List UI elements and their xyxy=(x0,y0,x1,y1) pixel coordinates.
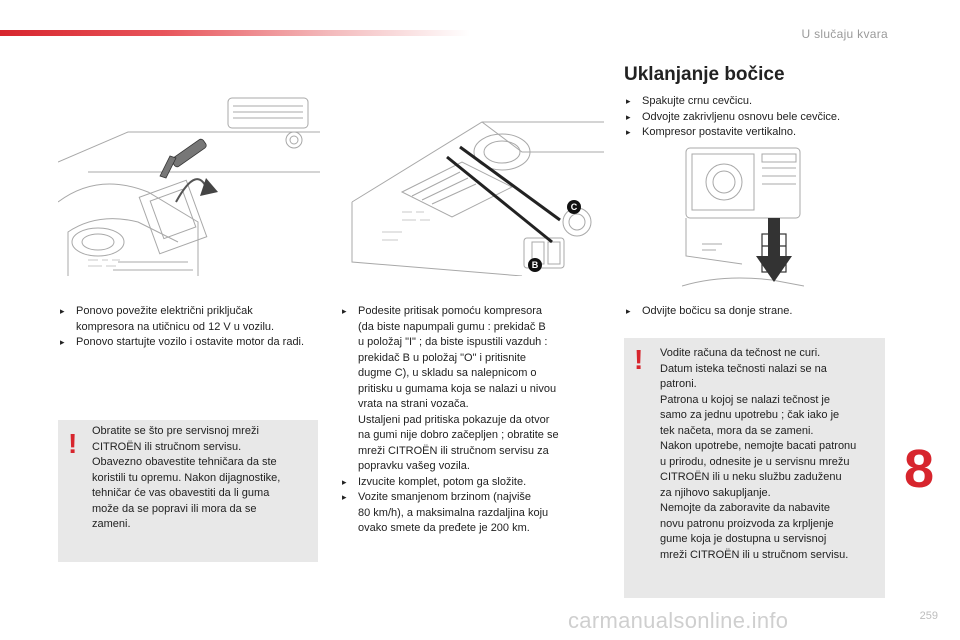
middle-bullet-3: ▸ Vozite smanjenom brzinom (najviše 80 km/h), a maksimalna razdaljina koju ovako smete da pređete je 200 km. xyxy=(342,491,549,534)
right-bullet-3: ▸ Kompresor postavite vertikalno. xyxy=(626,125,896,141)
left-warning-box xyxy=(58,420,318,562)
right-top-bullets xyxy=(626,94,896,141)
bottle-removal-drawing xyxy=(682,146,804,294)
bullet-arrow-icon: ▸ xyxy=(626,96,631,106)
chapter-color-bar xyxy=(0,30,470,36)
callout-b: B xyxy=(528,258,542,272)
left-warning-text: Obratite se što pre servisnoj mreži CITROËN ili stručnom servisu. Obavezno obavestite tehničara da ste koristili tu opremu. Nakon dijagnostike, tehničar će vas obavestiti da li guma može da se popravi ili mora da se zameni. xyxy=(92,425,281,530)
compressor-plug-illustration xyxy=(58,92,320,276)
middle-bullets xyxy=(342,304,604,537)
chapter-title: U slučaju kvara xyxy=(801,27,888,41)
bullet-arrow-icon: ▸ xyxy=(60,306,65,316)
left-bullet-1: ▸ Ponovo povežite električni priključak kompresora na utičnicu od 12 V u vozilu. xyxy=(60,305,275,333)
callout-c: C xyxy=(567,200,581,214)
right-bullet-1: ▸ Spakujte crnu cevčicu. xyxy=(626,94,896,110)
exclamation-icon: ! xyxy=(634,344,644,375)
bottle-removal-illustration xyxy=(682,146,804,294)
bullet-arrow-icon: ▸ xyxy=(626,127,631,137)
bullet-arrow-icon: ▸ xyxy=(626,111,631,122)
middle-bullet-2: ▸ Izvucite komplet, potom ga složite. xyxy=(342,475,604,491)
bullet-arrow-icon: ▸ xyxy=(626,306,631,316)
chapter-number: 8 xyxy=(904,439,935,499)
bullet-arrow-icon: ▸ xyxy=(342,306,347,316)
right-bullet-4: ▸ Odvijte bočicu sa donje strane. xyxy=(626,304,896,320)
page-number: 259 xyxy=(919,610,938,622)
bullet-arrow-icon: ▸ xyxy=(342,476,347,487)
middle-bullet-1: ▸ Podesite pritisak pomoću kompresora (da biste napumpali gumu : prekidač B u položaj "I" ; da biste ispustili vazduh : prekidač B u položaj "O" i pritisnite dugme C), u skladu sa nalepnicom o pritisku u gumama koja se nalazi u nivou vrata na strani vozača. Ustaljeni pad pritiska pokazuje da otvor na gumi nije dobro začepljen ; obratite se mreži CITROËN ili stručnom servisu za popravku vašeg vozila. xyxy=(342,305,559,472)
right-warning-box xyxy=(624,338,885,598)
right-bullet-2: ▸ Odvojte zakrivljenu osnovu bele cevčice. xyxy=(626,110,896,126)
left-bullets xyxy=(60,304,312,351)
bullet-arrow-icon: ▸ xyxy=(60,337,65,347)
section-title: Uklanjanje bočice xyxy=(624,64,785,85)
exclamation-icon: ! xyxy=(68,428,78,459)
right-warning-text: Vodite računa da tečnost ne curi. Datum isteka tečnosti nalazi se na patroni. Patrona u kojoj se nalazi tečnost je samo za jednu upotrebu ; čak iako je tek načeta, mora da se zameni. Nakon upotrebe, nemojte bacati patronu u prirodu, odnesite je u servisnu mrežu CITROËN ili u neku službu zaduženu za njihovo sakupljanje. Nemojte da zaboravite da nabavite novu patronu proizvoda za krpljenje gume koja je dostupna u servisnoj mreži CITROËN ili u stručnom servisu. xyxy=(660,347,857,561)
watermark: carmanualsonline.info xyxy=(568,608,789,633)
left-bullet-2: ▸ Ponovo startujte vozilo i ostavite motor da radi. xyxy=(60,335,312,351)
compressor-plug-drawing xyxy=(58,92,320,276)
compressor-switch-illustration xyxy=(342,92,604,276)
compressor-switch-drawing xyxy=(342,92,604,276)
bullet-arrow-icon: ▸ xyxy=(342,492,347,502)
right-bottom-bullet xyxy=(626,304,896,320)
